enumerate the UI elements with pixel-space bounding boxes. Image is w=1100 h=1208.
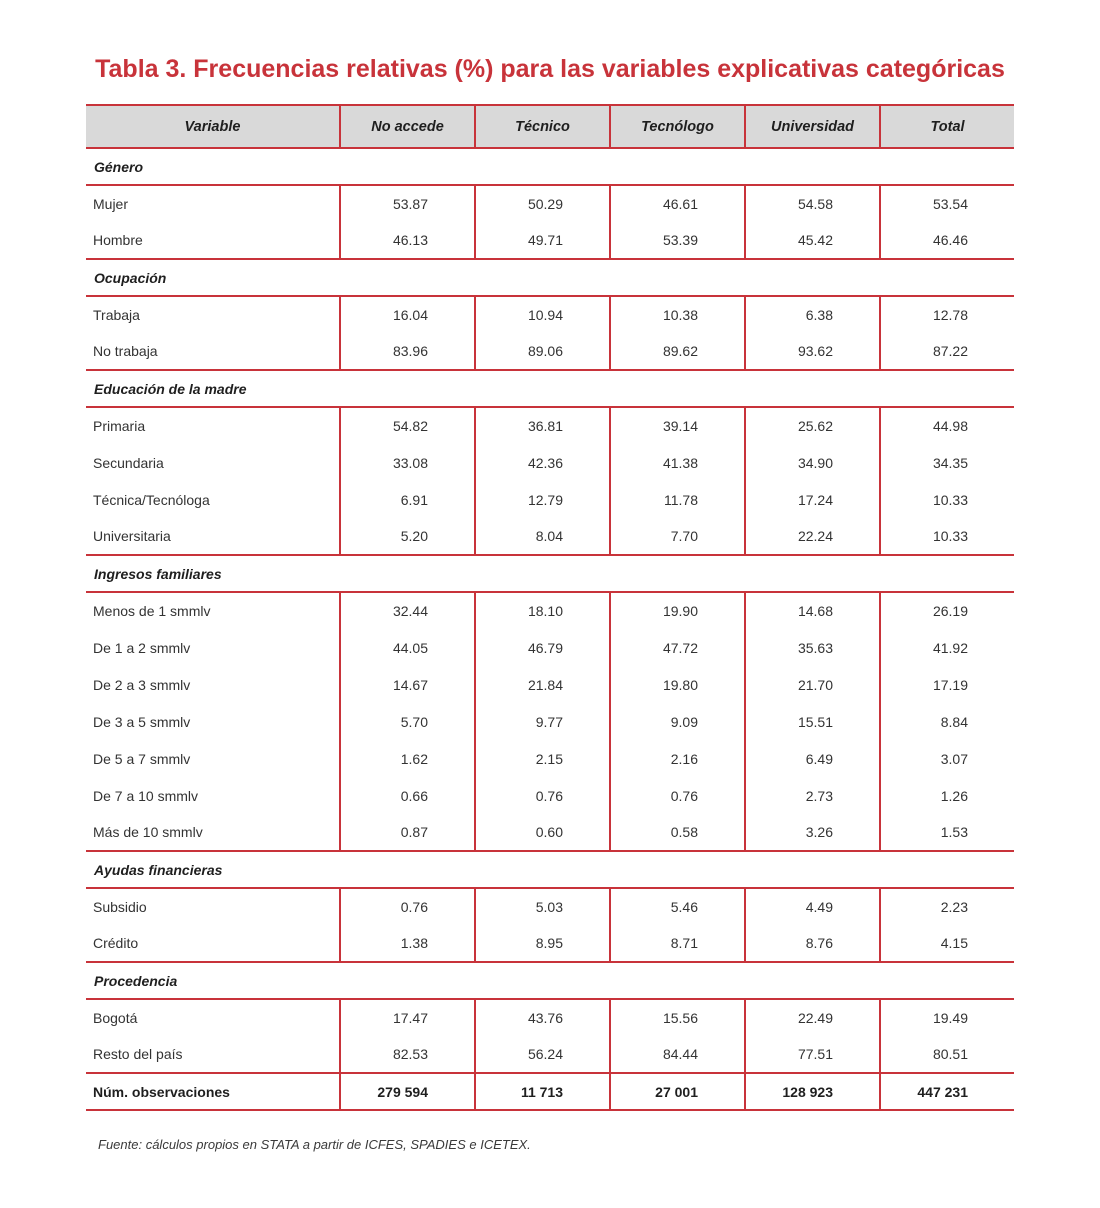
cell-value: 25.62 [745,407,880,444]
table-row [86,481,1014,518]
cell-value: 0.58 [610,814,745,851]
cell-value: 8.76 [745,925,880,962]
table-body [86,148,1014,1110]
total-value: 27 001 [610,1073,745,1110]
row-label: Bogotá [93,1010,138,1026]
cell-value: 46.79 [475,629,610,666]
cell-value: 53.54 [880,185,1014,222]
cell-value: 10.33 [880,481,1014,518]
cell-value: 0.76 [610,777,745,814]
cell-value: 89.06 [475,333,610,370]
total-value: 279 594 [340,1073,475,1110]
cell-value: 10.94 [475,296,610,333]
cell-value: 0.66 [340,777,475,814]
cell-value: 0.76 [475,777,610,814]
table-row [86,703,1014,740]
section-title: Procedencia [86,962,1014,999]
cell-value: 8.04 [475,518,610,555]
cell-value: 3.07 [880,740,1014,777]
table-row [86,777,1014,814]
cell-value: 45.42 [745,222,880,259]
cell-value: 82.53 [340,1036,475,1073]
cell-value: 9.09 [610,703,745,740]
cell-value: 35.63 [745,629,880,666]
cell-value: 21.84 [475,666,610,703]
cell-value: 5.46 [610,888,745,925]
cell-value: 1.53 [880,814,1014,851]
section-row [86,851,1014,888]
section-row [86,555,1014,592]
cell-value: 46.46 [880,222,1014,259]
cell-value: 93.62 [745,333,880,370]
cell-value: 12.78 [880,296,1014,333]
section-row [86,962,1014,999]
cell-value: 10.38 [610,296,745,333]
cell-value: 89.62 [610,333,745,370]
cell-value: 42.36 [475,444,610,481]
cell-value: 8.71 [610,925,745,962]
cell-value: 49.71 [475,222,610,259]
cell-value: 19.49 [880,999,1014,1036]
section-row [86,370,1014,407]
cell-value: 18.10 [475,592,610,629]
section-title: Ocupación [86,259,1014,296]
cell-value: 14.67 [340,666,475,703]
total-label: Núm. observaciones [86,1073,340,1110]
row-label: Subsidio [93,899,147,915]
header-tecnologo: Tecnólogo [610,105,745,148]
row-label: De 2 a 3 smmlv [93,676,191,693]
cell-value: 41.38 [610,444,745,481]
cell-value: 22.49 [745,999,880,1036]
table-row [86,814,1014,851]
table-row [86,333,1014,370]
row-label: Crédito [86,925,340,962]
cell-value: 6.49 [745,740,880,777]
row-label: Primaria [93,418,146,434]
cell-value: 47.72 [610,629,745,666]
cell-value: 26.19 [880,592,1014,629]
table-row [86,296,1014,333]
header-row [86,105,1014,148]
cell-value: 83.96 [340,333,475,370]
frequency-table [86,104,1014,1111]
section-row [86,259,1014,296]
cell-value: 1.38 [340,925,475,962]
cell-value: 15.51 [745,703,880,740]
total-row [86,1073,1014,1110]
total-value: 447 231 [880,1073,1014,1110]
cell-value: 17.24 [745,481,880,518]
table-row [86,666,1014,703]
cell-value: 34.90 [745,444,880,481]
cell-value: 19.90 [610,592,745,629]
header-no-accede: No accede [340,105,475,148]
cell-value: 50.29 [475,185,610,222]
cell-value: 3.26 [745,814,880,851]
row-label: De 3 a 5 smmlv [93,713,191,730]
cell-value: 46.61 [610,185,745,222]
row-label: No trabaja [86,333,340,370]
cell-value: 14.68 [745,592,880,629]
cell-value: 2.73 [745,777,880,814]
table-row [86,222,1014,259]
table-row [86,444,1014,481]
table-row [86,592,1014,629]
cell-value: 15.56 [610,999,745,1036]
cell-value: 0.87 [340,814,475,851]
table-row [86,185,1014,222]
cell-value: 0.76 [340,888,475,925]
cell-value: 0.60 [475,814,610,851]
cell-value: 8.95 [475,925,610,962]
cell-value: 53.39 [610,222,745,259]
row-label: Más de 10 smmlv [86,814,340,851]
cell-value: 8.84 [880,703,1014,740]
cell-value: 12.79 [475,481,610,518]
cell-value: 2.15 [475,740,610,777]
row-label: Hombre [86,222,340,259]
row-label: Menos de 1 smmlv [93,603,211,619]
source-note: Fuente: cálculos propios en STATA a partir de ICFES, SPADIES e ICETEX. [98,1137,531,1152]
cell-value: 21.70 [745,666,880,703]
cell-value: 44.05 [340,629,475,666]
cell-value: 17.47 [340,999,475,1036]
cell-value: 34.35 [880,444,1014,481]
header-tecnico: Técnico [475,105,610,148]
cell-value: 46.13 [340,222,475,259]
cell-value: 87.22 [880,333,1014,370]
cell-value: 53.87 [340,185,475,222]
row-label: Trabaja [93,307,140,323]
cell-value: 5.03 [475,888,610,925]
section-title: Género [86,148,1014,185]
cell-value: 2.23 [880,888,1014,925]
cell-value: 4.49 [745,888,880,925]
cell-value: 1.62 [340,740,475,777]
cell-value: 36.81 [475,407,610,444]
table-row [86,740,1014,777]
cell-value: 19.80 [610,666,745,703]
header-total: Total [880,105,1014,148]
cell-value: 56.24 [475,1036,610,1073]
cell-value: 41.92 [880,629,1014,666]
row-label: Técnica/Tecnóloga [93,491,210,508]
cell-value: 6.91 [340,481,475,518]
row-label: Mujer [93,196,129,212]
table-row [86,407,1014,444]
cell-value: 5.20 [340,518,475,555]
cell-value: 44.98 [880,407,1014,444]
cell-value: 11.78 [610,481,745,518]
cell-value: 9.77 [475,703,610,740]
cell-value: 16.04 [340,296,475,333]
section-title: Ingresos familiares [86,555,1014,592]
cell-value: 17.19 [880,666,1014,703]
table-row [86,925,1014,962]
table-row [86,518,1014,555]
cell-value: 32.44 [340,592,475,629]
cell-value: 77.51 [745,1036,880,1073]
cell-value: 2.16 [610,740,745,777]
cell-value: 54.58 [745,185,880,222]
cell-value: 33.08 [340,444,475,481]
row-label: De 1 a 2 smmlv [93,639,191,656]
table-row [86,1036,1014,1073]
total-value: 11 713 [475,1073,610,1110]
total-value: 128 923 [745,1073,880,1110]
header-universidad: Universidad [745,105,880,148]
table-row [86,999,1014,1036]
cell-value: 80.51 [880,1036,1014,1073]
cell-value: 39.14 [610,407,745,444]
row-label: Universitaria [86,518,340,555]
cell-value: 54.82 [340,407,475,444]
cell-value: 1.26 [880,777,1014,814]
table-title: Tabla 3. Frecuencias relativas (%) para las variables explicativas categóricas [95,55,1005,83]
table-row [86,629,1014,666]
cell-value: 7.70 [610,518,745,555]
cell-value: 10.33 [880,518,1014,555]
row-label: De 7 a 10 smmlv [93,787,199,804]
row-label: De 5 a 7 smmlv [93,750,191,767]
section-title: Educación de la madre [86,370,1014,407]
cell-value: 4.15 [880,925,1014,962]
section-row [86,148,1014,185]
cell-value: 84.44 [610,1036,745,1073]
section-title: Ayudas financieras [86,851,1014,888]
row-label: Secundaria [93,454,164,471]
cell-value: 5.70 [340,703,475,740]
cell-value: 22.24 [745,518,880,555]
row-label: Resto del país [86,1036,340,1073]
cell-value: 6.38 [745,296,880,333]
table-row [86,888,1014,925]
header-variable: Variable [86,105,340,148]
cell-value: 43.76 [475,999,610,1036]
